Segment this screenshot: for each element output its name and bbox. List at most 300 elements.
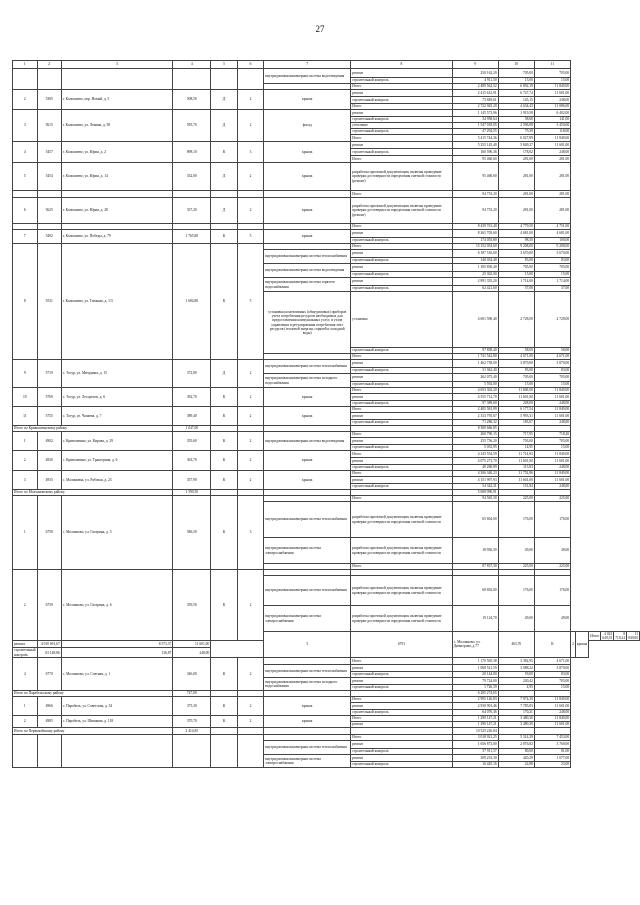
table-cell: 4: [13, 142, 38, 163]
table-cell: Итого: [351, 432, 453, 438]
table-cell: 5492: [37, 230, 61, 244]
table-cell: 5 033,95: [452, 445, 498, 451]
table-cell: Итого по Кривошеинскому району: [13, 426, 173, 432]
table-cell: 6 747,74: [498, 90, 534, 97]
table-cell: 3 450,00: [534, 123, 570, 129]
table-cell: К: [211, 230, 238, 244]
table-cell: 183,07: [498, 420, 534, 426]
table-cell: 15,00: [534, 78, 570, 84]
table-cell: К: [211, 715, 238, 727]
table-cell: Итого по Парабельскому району: [13, 690, 173, 696]
table-cell: 6 285 274,65: [452, 690, 498, 696]
table-cell: 5 255 145,40: [452, 142, 498, 149]
table-cell: 2: [13, 570, 38, 641]
table-cell: 10: [13, 388, 38, 407]
table-cell: внутридомовая инженерная система водоотведения: [264, 264, 351, 278]
column-header-2: 2: [37, 61, 61, 69]
table-cell: 176,00: [534, 502, 570, 538]
table-cell: внутридомовая инженерная система теплоснабжения: [264, 502, 351, 538]
table-row: [13, 69, 640, 78]
table-cell: 2 489 562,52: [452, 84, 498, 90]
table-cell: 375,30: [173, 696, 211, 715]
table-cell: 59,00: [498, 671, 534, 677]
table-cell: ремонт: [351, 278, 453, 286]
table-cell: 18 936,50: [452, 538, 498, 564]
table-cell: строительный контроль: [351, 149, 453, 156]
table-cell: [237, 191, 263, 198]
table-row: [13, 360, 640, 368]
table-cell: Итого: [351, 224, 453, 230]
table-cell: 705,00: [534, 438, 570, 445]
table-cell: 7: [13, 230, 38, 244]
table-cell: ремонт: [351, 360, 453, 368]
table-cell: 281,00: [498, 198, 534, 224]
table-cell: 717,95: [498, 432, 534, 438]
table-cell: 65 604,00: [452, 502, 498, 538]
table-cell: 6: [13, 198, 38, 224]
table-cell: 3: [237, 142, 263, 163]
table-cell: г. Колпашево, пер. Новый, д. 5: [61, 90, 173, 110]
column-header-3: 3: [61, 61, 173, 69]
column-header-7: 7: [264, 61, 351, 69]
table-cell: 34 958,64: [452, 117, 498, 123]
table-cell: 9 208,00: [498, 244, 534, 250]
table-cell: строительный контроль: [351, 748, 453, 754]
table-cell: 2: [237, 432, 263, 451]
table-cell: Д: [211, 90, 238, 110]
table-row: [13, 727, 640, 734]
table-cell: ремонт: [351, 110, 453, 117]
table-cell: 97 858,40: [452, 348, 498, 354]
table-cell: г. Колпашево, ул. Юрия, д. 2: [61, 142, 173, 163]
table-cell: [13, 734, 38, 767]
table-cell: 3: [13, 110, 38, 142]
table-cell: К: [534, 632, 570, 658]
table-cell: Итого: [351, 156, 453, 163]
table-cell: строительный контроль: [351, 420, 453, 426]
table-cell: 5: [237, 230, 263, 244]
table-cell: г. Колпашево, ул. Победы, д. 79: [61, 230, 173, 244]
table-cell: 248,00: [534, 420, 570, 426]
table-cell: 8 265 705,60: [452, 230, 498, 238]
table-cell: 230,42: [498, 677, 534, 684]
table-cell: ремонт: [351, 438, 453, 445]
table-cell: 8 710,24: [615, 632, 626, 641]
table-cell: внутридомовая инженерная система теплоснабжения: [264, 664, 351, 677]
table-cell: 2: [237, 110, 263, 142]
table-cell: 57 911,57: [452, 748, 498, 754]
table-cell: 355,60: [173, 432, 211, 451]
table-cell: 705,00: [534, 374, 570, 382]
header-row: [13, 61, 640, 69]
table-cell: 3 480,30: [498, 721, 534, 727]
table-cell: 705,00: [534, 264, 570, 272]
table-cell: 281,00: [534, 156, 570, 163]
table-cell: фасад: [264, 110, 351, 142]
table-cell: строительный контроль: [351, 129, 453, 135]
table-row: [13, 198, 640, 224]
table-cell: [13, 191, 38, 198]
table-cell: 83,00: [534, 368, 570, 374]
table-cell: 5755: [37, 407, 61, 426]
table-cell: [173, 734, 211, 767]
table-cell: разработка проектной документации, включая проведение проверки достоверности определения сметной стоимости (ремонт): [351, 163, 453, 191]
table-cell: 11 849,00: [534, 451, 570, 458]
table-cell: 5 415 744,36: [452, 135, 498, 142]
table-cell: 4 601 590,40: [452, 292, 498, 348]
table-cell: 2: [237, 471, 263, 490]
table-cell: 359,50: [173, 570, 211, 641]
table-cell: внутридомовая инженерная система теплоснабжения: [264, 250, 351, 264]
table-cell: 37,00: [534, 286, 570, 292]
table-cell: 346,00: [173, 657, 211, 690]
table-cell: ремонт: [351, 413, 453, 420]
table-cell: 2 414,85: [173, 727, 211, 734]
table-cell: строительный контроль: [351, 368, 453, 374]
table-cell: 7 974,30: [498, 696, 534, 702]
table-row: [13, 110, 640, 117]
table-cell: 47 294,55: [452, 129, 498, 135]
table-cell: 11 601,00: [498, 458, 534, 465]
table-cell: [264, 727, 351, 734]
table-cell: 4 306 340,23: [452, 471, 498, 477]
table-cell: крыша: [264, 715, 351, 727]
table-cell: 389,40: [173, 407, 211, 426]
table-cell: 63 148,86: [37, 648, 61, 657]
table-cell: [498, 727, 534, 734]
table-cell: Итого: [351, 471, 453, 477]
table-cell: 11 601,00: [534, 458, 570, 465]
table-cell: ремонт: [351, 477, 453, 484]
table-cell: 4930: [37, 451, 61, 471]
table-cell: 94 753,20: [452, 198, 498, 224]
table-cell: 58,68: [498, 117, 534, 123]
table-cell: внутридомовая инженерная система теплоснабжения: [264, 360, 351, 374]
table-cell: 7 785,83: [498, 702, 534, 709]
column-header-10: 10: [498, 61, 534, 69]
table-cell: 11 601,00: [534, 721, 570, 727]
table-cell: 11 849,00: [534, 715, 570, 721]
table-cell: 8 573,37: [61, 641, 173, 648]
table-cell: 2 876,82: [498, 740, 534, 748]
table-cell: ремонт: [351, 394, 453, 401]
table-cell: 705,00: [534, 69, 570, 78]
table-cell: К: [211, 451, 238, 471]
table-cell: Итого: [589, 632, 601, 641]
table-cell: Итого по Молчановскому району: [13, 490, 173, 496]
table-cell: 1 765,80: [173, 230, 211, 244]
table-cell: ремонт: [351, 230, 453, 238]
table-cell: [37, 69, 61, 90]
table-cell: 703,00: [498, 438, 534, 445]
table-cell: Итого: [351, 696, 453, 702]
table-cell: 1: [13, 696, 38, 715]
table-cell: К: [211, 570, 238, 641]
table-cell: установка: [351, 292, 453, 348]
table-cell: ремонт: [13, 641, 38, 648]
table-cell: 4 151 997,93: [452, 477, 498, 484]
table-cell: 2: [13, 451, 38, 471]
table-cell: 5385: [37, 90, 61, 110]
table-cell: [173, 191, 211, 198]
table-cell: 9: [13, 360, 38, 388]
table-cell: 11 849,00: [498, 388, 534, 394]
table-cell: строительный контроль: [351, 258, 453, 264]
table-cell: 2 728,00: [534, 292, 570, 348]
table-cell: 2: [13, 90, 38, 110]
table-cell: 4 023 649,53: [602, 632, 613, 641]
table-cell: 281,00: [534, 163, 570, 191]
table-cell: ремонт: [351, 142, 453, 149]
table-cell: 15,00: [498, 272, 534, 278]
table-cell: строительный контроль: [351, 238, 453, 244]
table-cell: Итого: [351, 657, 453, 664]
column-header-11: 11: [534, 61, 570, 69]
table-cell: 2: [237, 657, 263, 690]
table-cell: крыша: [575, 632, 588, 658]
table-cell: 15,00: [534, 445, 570, 451]
table-cell: 176,00: [534, 576, 570, 606]
table-cell: 4 911,50: [452, 78, 498, 84]
table-cell: К: [211, 142, 238, 163]
table-row: [13, 451, 640, 458]
table-cell: 281,00: [534, 198, 570, 224]
table-cell: 3 670,00: [534, 250, 570, 258]
table-cell: 64 076,36: [452, 709, 498, 715]
table-cell: 3 760,00: [534, 740, 570, 748]
table-cell: 363,70: [173, 451, 211, 471]
table-cell: 2 596,98: [498, 123, 534, 129]
table-cell: [61, 69, 173, 90]
table-cell: 1 656 873,00: [452, 740, 498, 748]
table-cell: разработка проектной документации, включая проведение проверки достоверности определения сметной стоимости: [351, 538, 453, 564]
table-cell: [211, 191, 238, 198]
table-cell: 100,00: [534, 238, 570, 244]
table-cell: [61, 734, 173, 767]
table-cell: Итого: [351, 191, 453, 198]
table-cell: 22,88: [498, 761, 534, 767]
table-cell: 1 714,00: [534, 278, 570, 286]
table-cell: 248,00: [534, 97, 570, 104]
table-cell: 6 892,19: [498, 84, 534, 90]
table-cell: 4 779,50: [498, 224, 534, 230]
table-cell: г. Колпашево, ул. Таежная, д. 1/3: [61, 244, 173, 360]
table-cell: [37, 191, 61, 198]
column-header-5: 5: [211, 61, 238, 69]
table-cell: г. Колпашево, ул. Юрия, д. 28: [61, 198, 173, 224]
table-cell: 6770: [37, 657, 61, 690]
table-cell: внутридомовая инженерная система холодного водоснабжения: [264, 374, 351, 388]
table-cell: 370,70: [173, 715, 211, 727]
table-cell: 1 462 738,00: [452, 360, 498, 368]
table-cell: 118,00: [534, 129, 570, 135]
table-row: [13, 90, 640, 97]
table-cell: 4 145 554,59: [452, 451, 498, 458]
table-cell: К: [211, 407, 238, 426]
table-cell: 3: [13, 471, 38, 490]
table-cell: 68 692,00: [452, 576, 498, 606]
table-cell: 11 714,83: [498, 451, 534, 458]
table-cell: 49,00: [498, 538, 534, 564]
table-cell: разработка проектной документации, включая проведение проверки достоверности определения сметной стоимости: [351, 576, 453, 606]
table-cell: 83,00: [498, 258, 534, 264]
table-cell: строительный контроль: [351, 382, 453, 388]
table-cell: ремонт: [351, 754, 453, 761]
table-row: [13, 230, 640, 238]
table-cell: 15,00: [534, 382, 570, 388]
table-cell: 372,80: [173, 360, 211, 388]
table-cell: 58,00: [498, 348, 534, 354]
table-cell: внутридомовая инженерная система теплоснабжения: [264, 740, 351, 754]
table-cell: Д: [211, 198, 238, 224]
table-cell: 9 208,00: [534, 244, 570, 250]
table-cell: 4 751,00: [534, 224, 570, 230]
table-cell: 420,29: [498, 754, 534, 761]
table-cell: 4935: [37, 471, 61, 490]
table-cell: 2: [237, 198, 263, 224]
table-cell: с. Молчаново, ул. Гагарина, д. 5: [61, 496, 173, 570]
table-cell: крыша: [264, 198, 351, 224]
table-cell: внутридомовая инженерная система электроснабжения: [264, 606, 351, 632]
table-cell: 5719: [37, 360, 61, 388]
column-header-9: 9: [452, 61, 498, 69]
table-cell: 1 726,39: [452, 684, 498, 690]
table-row: [13, 142, 640, 149]
table-cell: ремонт: [351, 90, 453, 97]
table-cell: Д: [211, 110, 238, 142]
table-cell: 747,00: [173, 690, 211, 696]
table-cell: 94 565,30: [452, 496, 498, 502]
table-cell: 11 601,00: [498, 477, 534, 484]
table-cell: 98,50: [498, 238, 534, 244]
table-cell: 5769: [37, 388, 61, 407]
table-cell: разработка проектной документации, включая проведение проверки достоверности определения сметной стоимости (ремонт): [351, 198, 453, 224]
table-cell: Д: [211, 360, 238, 388]
table-cell: 4 681,00: [498, 230, 534, 238]
table-cell: ремонт: [351, 721, 453, 727]
table-cell: ремонт: [351, 677, 453, 684]
table-cell: 25 302,00: [452, 272, 498, 278]
table-cell: 2: [237, 163, 263, 191]
table-cell: К: [211, 496, 238, 570]
table-cell: крыша: [264, 230, 351, 244]
table-cell: с. Молчаново, ул. Счетная, д. 1: [61, 657, 173, 690]
table-cell: 1 077,00: [534, 754, 570, 761]
table-cell: 113,83: [498, 465, 534, 471]
table-cell: 4 671,00: [498, 354, 534, 360]
page-number: 27: [315, 24, 325, 34]
table-cell: 5 849,37: [498, 142, 534, 149]
table-cell: 151,84: [498, 484, 534, 490]
table-cell: 250 162,29: [452, 69, 498, 78]
table-cell: 6 027,89: [498, 135, 534, 142]
works-table-container: [12, 60, 640, 768]
table-cell: 4 555 712,70: [452, 394, 498, 401]
table-cell: Итого: [351, 104, 453, 110]
table-cell: крыша: [264, 388, 351, 407]
table-cell: 5: [13, 163, 38, 191]
table-cell: 4,95: [498, 684, 534, 690]
table-cell: 11 601,00: [534, 477, 570, 484]
table-cell: К: [211, 388, 238, 407]
table-cell: 595,70: [173, 110, 211, 142]
table-cell: 8 439 761,40: [452, 224, 498, 230]
table-cell: 2: [237, 715, 263, 727]
table-cell: Д: [211, 163, 238, 191]
table-cell: 705,00: [534, 677, 570, 684]
table-cell: 97 389,60: [452, 401, 498, 407]
table-cell: 15 152 054,60: [452, 244, 498, 250]
table-cell: 4902: [37, 432, 61, 451]
table-cell: крыша: [264, 90, 351, 110]
table-cell: 5 608 996,91: [452, 490, 498, 496]
table-cell: 281,00: [498, 156, 534, 163]
table-cell: строительный контроль: [351, 684, 453, 690]
table-cell: 176,00: [498, 576, 534, 606]
table-cell: 6 402,00: [534, 110, 570, 117]
table-cell: 31 942,40: [452, 368, 498, 374]
table-cell: 11 601,00: [534, 90, 570, 97]
table-cell: 81,00: [534, 748, 570, 754]
column-header-8: 8: [351, 61, 453, 69]
table-cell: 2: [237, 407, 263, 426]
table-cell: 4 075 273,70: [452, 458, 498, 465]
table-cell: 5625: [37, 198, 61, 224]
table-cell: 79 724,00: [452, 677, 498, 684]
table-cell: 160 596,36: [452, 149, 498, 156]
table-cell: Итого: [351, 734, 453, 740]
table-cell: 2 728,00: [498, 292, 534, 348]
table-cell: 140 034,40: [452, 258, 498, 264]
table-cell: 54 342,31: [452, 484, 498, 490]
table-cell: [211, 69, 238, 90]
table-cell: строительный контроль: [351, 97, 453, 104]
table-cell: 392,70: [173, 388, 211, 407]
table-cell: 705,00: [498, 264, 534, 272]
table-cell: 80,00: [498, 748, 534, 754]
table-cell: К: [211, 244, 238, 360]
table-cell: 11 601,00: [498, 394, 534, 401]
table-cell: строительный контроль: [351, 445, 453, 451]
table-cell: 11 849,00: [534, 696, 570, 702]
table-cell: 1 714,00: [498, 278, 534, 286]
table-cell: 178,82: [498, 149, 534, 156]
table-cell: 3: [237, 496, 263, 570]
table-cell: 248,00: [534, 465, 570, 471]
table-cell: [61, 191, 173, 198]
table-cell: крыша: [264, 451, 351, 471]
table-cell: Итого по Первомайскому району: [13, 727, 173, 734]
table-cell: строительный контроль: [351, 117, 453, 123]
table-cell: 40 260,89: [452, 465, 498, 471]
table-cell: 4 634,43: [498, 104, 534, 110]
table-cell: 3: [264, 632, 351, 658]
table-cell: 4 010 691,67: [37, 641, 61, 648]
table-cell: внутридомовая инженерная система электроснабжения: [264, 754, 351, 767]
table-cell: [211, 727, 238, 734]
table-cell: ремонт: [351, 702, 453, 709]
table-cell: Итого: [351, 715, 453, 721]
table-cell: 2: [237, 696, 263, 715]
table-cell: 2 722 945,20: [452, 104, 498, 110]
table-cell: строительный контроль: [14, 648, 36, 657]
table-cell: 2: [237, 388, 263, 407]
table-cell: 1 145 573,96: [452, 110, 498, 117]
table-cell: 83,00: [534, 671, 570, 677]
table-cell: 7 453,00: [534, 734, 570, 740]
table-cell: 3 480,30: [498, 715, 534, 721]
table-cell: 705,00: [498, 69, 534, 78]
